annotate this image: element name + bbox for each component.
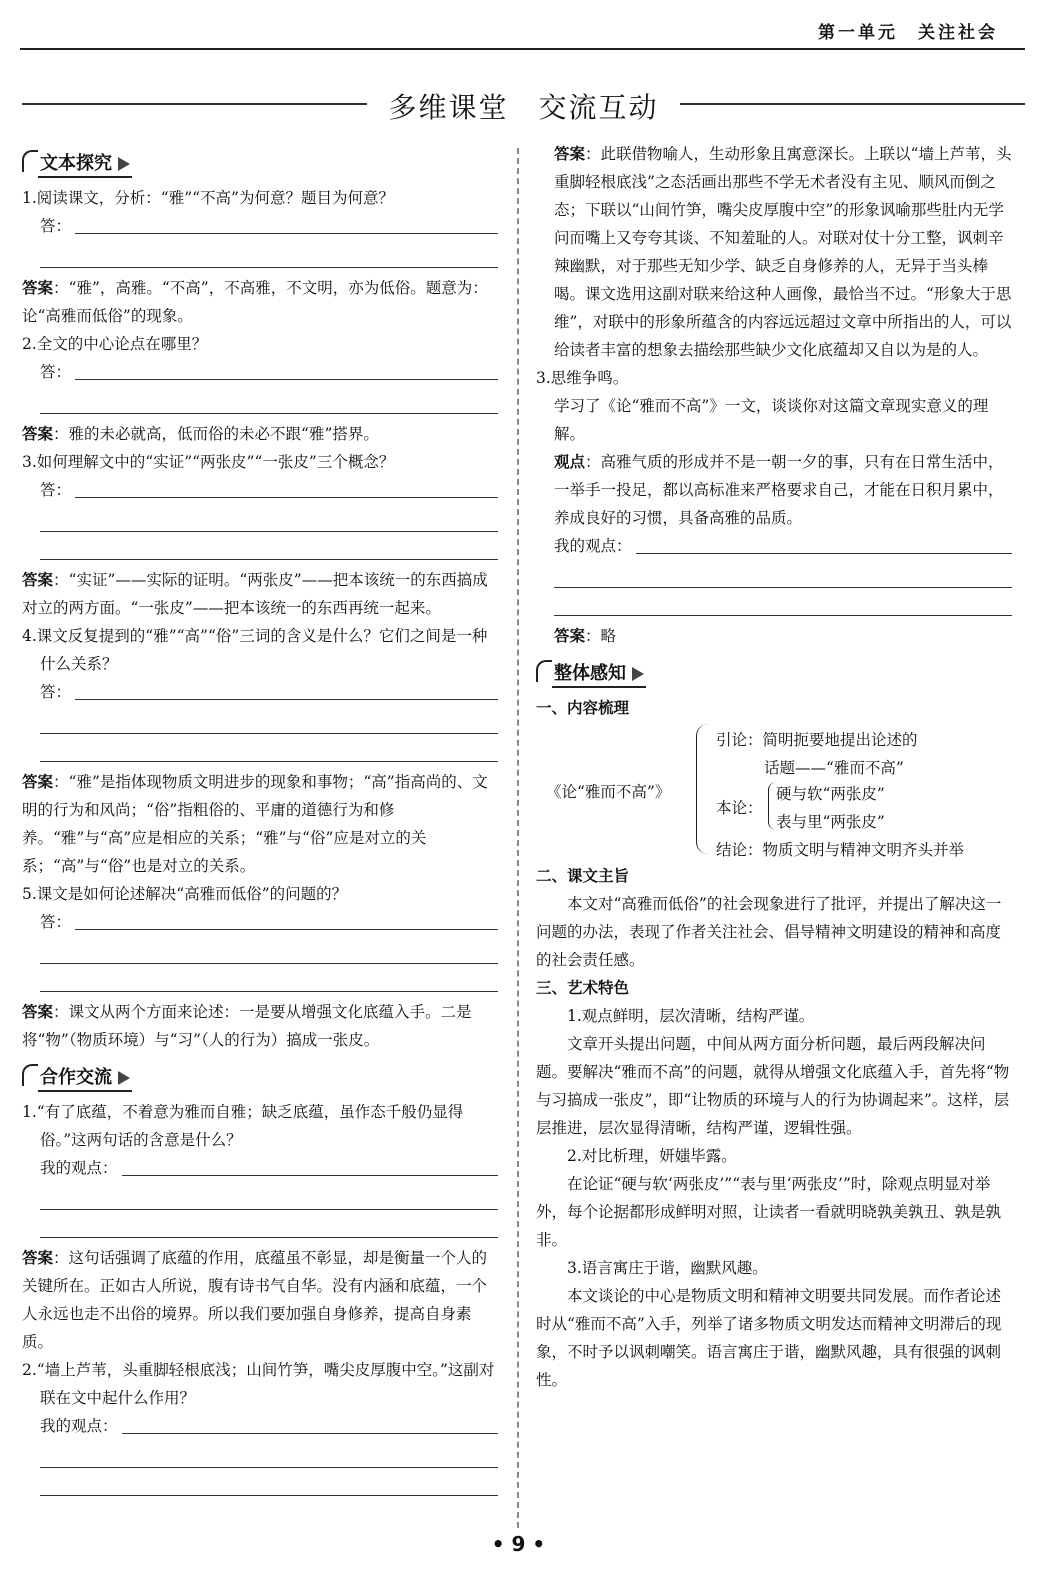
- page-number: • 9 •: [491, 1532, 546, 1556]
- triangle-arrow-icon: [118, 157, 130, 171]
- view-line[interactable]: 我的观点：: [22, 1412, 498, 1440]
- section-title: 整体感知: [554, 663, 626, 684]
- hook-icon: [536, 660, 552, 682]
- hook-icon: [22, 150, 38, 172]
- right-column: [536, 140, 1012, 1394]
- coop-question-1: 1.“有了底蕴，不着意为雅而自雅；缺乏底蕴，虽作态千般仍显得俗。”这两句话的含意是什么？: [22, 1103, 464, 1149]
- answer-blank[interactable]: [40, 1182, 498, 1210]
- view-line[interactable]: 我的观点：: [536, 532, 1012, 560]
- subheading-art: 三、艺术特色: [536, 979, 630, 997]
- triangle-arrow-icon: [118, 1071, 130, 1085]
- art-point-1: 1.观点鲜明，层次清晰，结构严谨。: [567, 1007, 815, 1025]
- running-header: 第一单元 关注社会: [818, 23, 998, 43]
- header-rule: [20, 48, 1025, 50]
- art-paragraph-3: 本文谈论的中心是物质文明和精神文明要共同发展。而作者论述时从“雅而不高”入手，列举了诸多物质文明发达而精神文明滞后的现象，不时予以讽刺嘲笑。语言寓庄于谐，幽默风趣，具有很强的讽刺性。: [536, 1287, 1002, 1389]
- answer-blank[interactable]: [40, 1210, 498, 1238]
- banner: [22, 86, 1025, 122]
- art-point-3: 3.语言寓庄于谐，幽默风趣。: [567, 1259, 768, 1277]
- outline-body-2: 表与里“两张皮”: [776, 813, 885, 831]
- coop-answer-2: 答案：此联借物喻人，生动形象且寓意深长。上联以“墙上芦苇，头重脚轻根底浅”之态活画出那些不学无术者没有主见、顺风而倒之态；下联以“山间竹笋，嘴尖皮厚腹中空”的形象讽喻那些肚内无学问而嘴上又夸夸其谈、不知羞耻的人。对联对仗十分工整，讽刺辛辣幽默，对于那些无知少学、缺乏自身修养的人，无异于当头棒喝。课文选用这副对联来给这种人画像，最恰当不过。“形象大于思维”，对联中的形象所蕴含的内容远远超过文章中所指出的人，可以给读者丰富的想象去描绘那些缺少文化底蕴却又自以为是的人。: [554, 145, 1012, 359]
- content-outline: [536, 722, 1012, 862]
- debate-answer: 答案：略: [554, 627, 617, 645]
- answer-line[interactable]: 答：: [22, 678, 498, 706]
- answer-1: 答案：“雅”，高雅。“不高”，不高雅，不文明，亦为低俗。题意为：论“高雅而低俗”的现象。: [22, 279, 488, 325]
- question-2: 2.全文的中心论点在哪里？: [22, 335, 208, 353]
- outline-body-1: 硬与软“两张皮”: [776, 785, 885, 803]
- hook-icon: [22, 1064, 38, 1086]
- answer-line[interactable]: 答：: [22, 358, 498, 386]
- answer-blank[interactable]: [554, 560, 1012, 588]
- question-3: 3.如何理解文中的“实证”“两张皮”“一张皮”三个概念？: [22, 453, 395, 471]
- answer-blank[interactable]: [40, 706, 498, 734]
- section-heading-cooperation: [22, 1058, 498, 1098]
- answer-line[interactable]: 答：: [22, 908, 498, 936]
- answer-4: 答案：“雅”是指体现物质文明进步的现象和事物；“高”指高尚的、文明的行为和风尚；“俗”指粗俗的、平庸的道德行为和修养。“雅”与“高”应是相应的关系；“雅”与“俗”应是对立的关系；“高”与“俗”也是对立的关系。: [22, 773, 488, 875]
- question-1: 1.阅读课文，分析：“雅”“不高”为何意？题目为何意？: [22, 189, 394, 207]
- triangle-arrow-icon: [632, 667, 644, 681]
- subheading-theme: 二、课文主旨: [536, 867, 630, 885]
- answer-blank[interactable]: [40, 386, 498, 414]
- answer-blank[interactable]: [40, 1440, 498, 1468]
- banner-line-right: [680, 103, 1025, 105]
- answer-blank[interactable]: [40, 240, 498, 268]
- answer-line[interactable]: 答：: [22, 476, 498, 504]
- banner-title: 多维课堂 交流互动: [388, 91, 659, 124]
- answer-blank[interactable]: [40, 734, 498, 762]
- debate-view: 观点：高雅气质的形成并不是一朝一夕的事，只有在日常生活中，一举手一投足，都以高标准来严格要求自己，才能在日积月累中，养成良好的习惯，具备高雅的品质。: [554, 453, 1004, 527]
- outline-brace: [696, 724, 711, 854]
- question-3-debate: 3.思维争鸣。: [536, 369, 629, 387]
- answer-blank[interactable]: [40, 532, 498, 560]
- coop-question-2: 2.“墙上芦苇，头重脚轻根底浅；山间竹笋，嘴尖皮厚腹中空。”这副对联在文中起什么作用？: [22, 1361, 495, 1407]
- answer-blank[interactable]: [40, 936, 498, 964]
- outline-conclusion: 结论：物质文明与精神文明齐头并举: [716, 841, 965, 859]
- view-line[interactable]: 我的观点：: [22, 1154, 498, 1182]
- answer-blank[interactable]: [554, 588, 1012, 616]
- theme-paragraph: 本文对“高雅而低俗”的社会现象进行了批评，并提出了解决这一问题的办法，表现了作者关注社会、倡导精神文明建设的精神和高度的社会责任感。: [536, 895, 1002, 969]
- answer-5: 答案：课文从两个方面来论述：一是要从增强文化底蕴入手。二是将“物”（物质环境）与“习”（人的行为）搞成一张皮。: [22, 1003, 472, 1049]
- outline-body-label: 本论：: [716, 799, 763, 817]
- section-title: 合作交流: [40, 1067, 112, 1088]
- subheading-content: 一、内容梳理: [536, 699, 630, 717]
- left-column: [22, 140, 498, 1496]
- section-heading-overall: [536, 654, 1012, 694]
- coop-answer-1: 答案：这句话强调了底蕴的作用，底蕴虽不彰显，却是衡量一个人的关键所在。正如古人所说，腹有诗书气自华。没有内涵和底蕴，一个人永远也走不出俗的境界。所以我们要加强自身修养，提高自身素质。: [22, 1249, 488, 1351]
- answer-blank[interactable]: [40, 964, 498, 992]
- answer-blank[interactable]: [40, 504, 498, 532]
- answer-3: 答案：“实证”——实际的证明。“两张皮”——把本该统一的东西搞成对立的两方面。“一张皮”——把本该统一的东西再统一起来。: [22, 571, 488, 617]
- answer-line[interactable]: 答：: [22, 212, 498, 240]
- section-heading-text-inquiry: [22, 144, 498, 184]
- question-4: 4.课文反复提到的“雅”“高”“俗”三词的含义是什么？它们之间是一种什么关系？: [22, 627, 488, 673]
- column-divider: [517, 148, 519, 1528]
- outline-intro-1: 引论：简明扼要地提出论述的: [716, 731, 918, 749]
- question-5: 5.课文是如何论述解决“高雅而低俗”的问题的？: [22, 885, 348, 903]
- answer-blank[interactable]: [40, 1468, 498, 1496]
- section-title: 文本探究: [40, 153, 112, 174]
- answer-2: 答案：雅的未必就高，低而俗的未必不跟“雅”搭界。: [22, 425, 379, 443]
- art-point-2: 2.对比析理，妍媸毕露。: [567, 1147, 737, 1165]
- art-paragraph-2: 在论证“硬与软‘两张皮’”“表与里‘两张皮’”时，除观点明显对举外，每个论据都形成鲜明对照，让读者一看就明晓孰美孰丑、孰是孰非。: [536, 1175, 1002, 1249]
- outline-intro-2: 话题——“雅而不高”: [764, 759, 904, 777]
- outline-root: 《论“雅而不高”》: [546, 783, 671, 801]
- art-paragraph-1: 文章开头提出问题，中间从两方面分析问题，最后两段解决问题。要解决“雅而不高”的问题，就得从增强文化底蕴入手，首先将“物与习搞成一张皮”，即“让物质的环境与人的行为协调起来”。这样，层层推进，层次显得清晰，结构严谨，逻辑性强。: [536, 1035, 1010, 1137]
- debate-prompt: 学习了《论“雅而不高”》一文，谈谈你对这篇文章现实意义的理解。: [554, 397, 989, 443]
